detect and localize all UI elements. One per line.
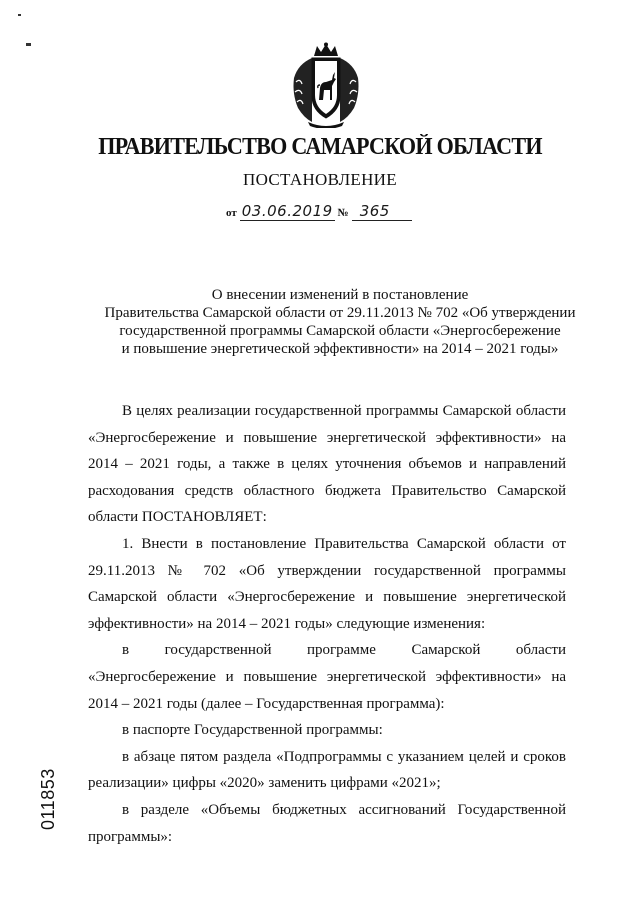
body-paragraph: в паспорте Государственной программы: <box>122 722 383 739</box>
scan-artifact <box>26 43 31 46</box>
document-subject <box>60 286 620 358</box>
date-number-line <box>226 202 412 220</box>
organization-title: ПРАВИТЕЛЬСТВО САМАРСКОЙ ОБЛАСТИ <box>98 134 542 160</box>
body-paragraph: В целях реализации государственной программы Самарской области «Энергосбережение и повышение энергетической эффективности» на 2014 – 2021 годы, а также в целях уточнения объемов и направлений расходования средств областного бюджета Правительство Самарской области ПОСТАНОВЛЯЕТ: <box>88 403 566 526</box>
subject-line: Правительства Самарской области от 29.11.2013 № 702 «Об утверждении <box>104 305 576 321</box>
body-paragraph: в разделе «Объемы бюджетных ассигнований Государственной программы»: <box>88 801 566 845</box>
document-body <box>88 398 566 850</box>
date-prefix: от <box>226 207 237 219</box>
handwritten-number: 365 <box>352 202 412 221</box>
coat-of-arms-emblem <box>290 42 362 128</box>
subject-line: и повышение энергетической эффективности» на 2014 – 2021 годы» <box>121 341 559 357</box>
subject-line: О внесении изменений в постановление <box>211 287 469 303</box>
subject-line: государственной программы Самарской области «Энергосбережение <box>119 323 561 339</box>
body-paragraph: 1. Внести в постановление Правительства Самарской области от 29.11.2013 № 702 «Об утверждении государственной программы Самарской области «Энергосбережение и повышение энергетической эффективности» на 2014 – 2021 годы» следующие изменения: <box>88 535 566 632</box>
number-prefix: № <box>337 207 349 219</box>
body-paragraph: в абзаце пятом раздела «Подпрограммы с указанием целей и сроков реализации» цифры «2020» заменить цифрами «2021»; <box>88 748 566 792</box>
body-paragraph: в государственной программе Самарской области «Энергосбережение и повышение энергетической эффективности» на 2014 – 2021 годы (далее – Государственная программа): <box>88 642 566 712</box>
handwritten-date: 03.06.2019 <box>241 202 333 220</box>
document-type: ПОСТАНОВЛЕНИЕ <box>243 170 397 189</box>
side-registration-number: 011853 <box>38 768 58 830</box>
scan-artifact <box>18 14 21 16</box>
